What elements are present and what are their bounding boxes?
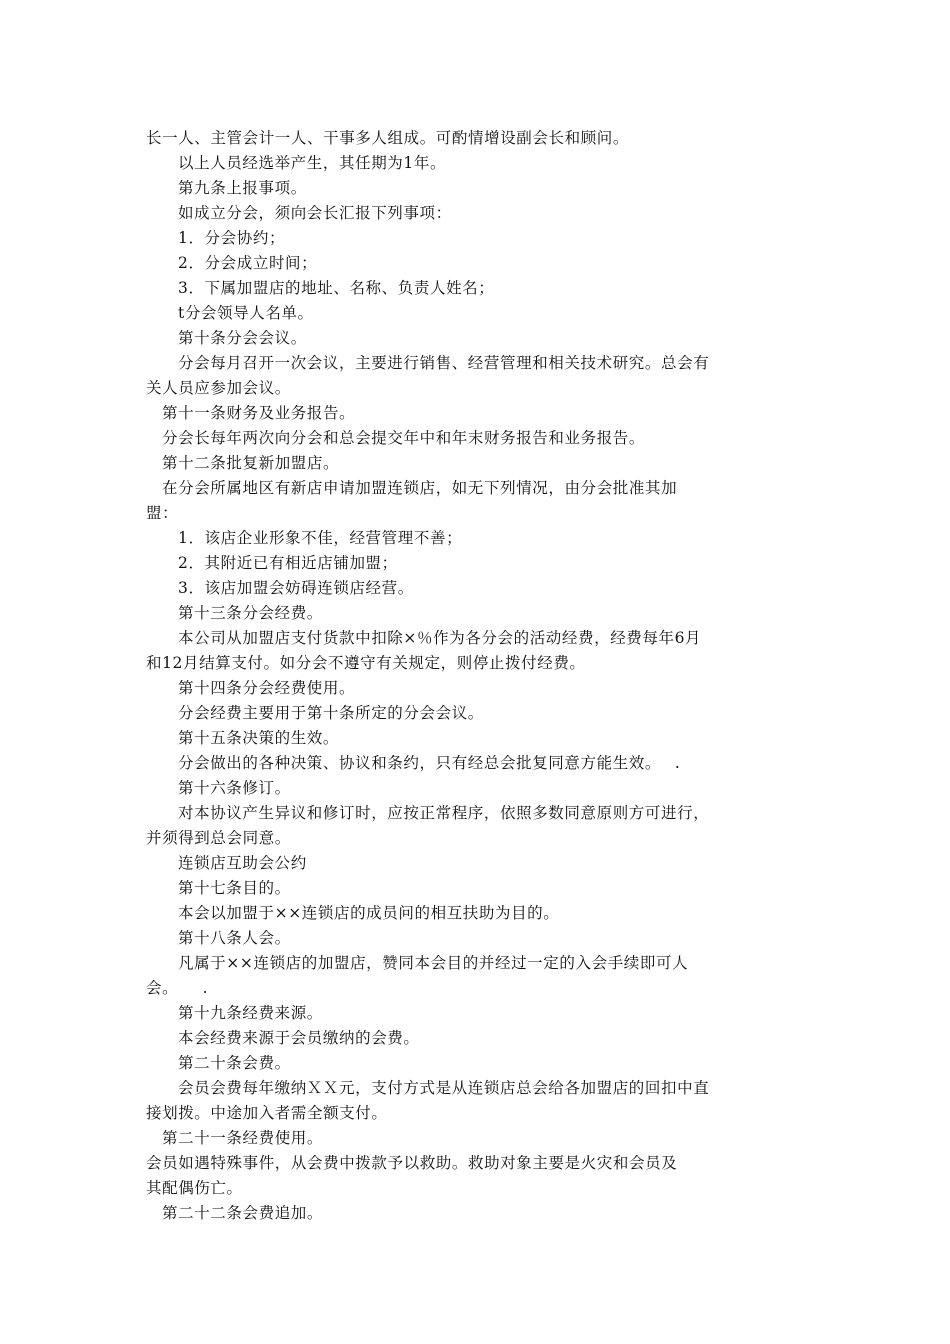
article-heading: 第十八条人会。 xyxy=(178,929,291,947)
article-heading: 第二十一条经费使用。 xyxy=(162,1129,324,1147)
text-line: 本会以加盟于××连锁店的成员问的相互扶助为目的。 xyxy=(178,904,560,922)
text-line: 其配偶伤亡。 xyxy=(146,1179,243,1197)
list-item: t分会领导人名单。 xyxy=(178,304,314,322)
text-line: 如成立分会，须向会长汇报下列事项： xyxy=(178,204,452,222)
text-line: 盟： xyxy=(146,504,179,522)
article-heading: 第十九条经费来源。 xyxy=(178,1004,323,1022)
article-heading: 第九条上报事项。 xyxy=(178,179,307,197)
text-line: 在分会所属地区有新店申请加盟连锁店，如无下列情况，由分会批准其加 xyxy=(162,479,678,497)
article-heading: 第二十二条会费追加。 xyxy=(162,1204,324,1222)
text-line: 会。 . xyxy=(146,979,209,997)
text-line: 本公司从加盟店支付货款中扣除×％作为各分会的活动经费，经费每年6月 xyxy=(178,629,702,647)
text-line: 长一人、主管会计一人、干事多人组成。可酌情增设副会长和顾问。 xyxy=(146,129,630,147)
text-line: 对本协议产生异议和修订时，应按正常程序，依照多数同意原则方可进行， xyxy=(178,804,710,822)
list-item: 2．其附近已有相近店铺加盟； xyxy=(178,554,398,572)
text-line: 并须得到总会同意。 xyxy=(146,829,291,847)
list-item: 1．分会协约； xyxy=(178,229,286,247)
text-line: 本会经费来源于会员缴纳的会费。 xyxy=(178,1029,420,1047)
article-heading: 第十六条修订。 xyxy=(178,779,291,797)
article-heading: 第十四条分会经费使用。 xyxy=(178,679,356,697)
article-heading: 第十二条批复新加盟店。 xyxy=(162,454,340,472)
article-heading: 第十条分会会议。 xyxy=(178,329,307,347)
text-line: 接划拨。中途加入者需全额支付。 xyxy=(146,1104,388,1122)
text-line: 分会经费主要用于第十条所定的分会会议。 xyxy=(178,704,484,722)
list-item: 2．分会成立时间； xyxy=(178,254,318,272)
text-line: 和12月结算支付。如分会不遵守有关规定，则停止拨付经费。 xyxy=(146,654,586,672)
article-heading: 第二十条会费。 xyxy=(178,1054,291,1072)
text-line: 分会做出的各种决策、协议和条约，只有经总会批复同意方能生效。 . xyxy=(178,754,681,772)
list-item: 3．下属加盟店的地址、名称、负责人姓名； xyxy=(178,279,495,297)
list-item: 1．该店企业形象不佳，经营管理不善； xyxy=(178,529,463,547)
article-heading: 第十三条分会经费。 xyxy=(178,604,323,622)
article-heading: 第十五条决策的生效。 xyxy=(178,729,340,747)
text-line: 分会每月召开一次会议，主要进行销售、经营管理和相关技术研究。总会有 xyxy=(178,354,710,372)
text-line: 会员会费每年缴纳ＸＸ元，支付方式是从连锁店总会给各加盟店的回扣中直 xyxy=(178,1079,710,1097)
text-line: 会员如遇特殊事件，从会费中拨款予以救助。救助对象主要是火灾和会员及 xyxy=(146,1154,678,1172)
text-line: 分会长每年两次向分会和总会提交年中和年末财务报告和业务报告。 xyxy=(162,429,646,447)
article-heading: 第十七条目的。 xyxy=(178,879,291,897)
text-line: 以上人员经选举产生，其任期为1年。 xyxy=(178,154,447,172)
article-heading: 第十一条财务及业务报告。 xyxy=(162,404,356,422)
section-title: 连锁店互助会公约 xyxy=(178,854,307,872)
text-line: 关人员应参加会议。 xyxy=(146,379,291,397)
text-line: 凡属于××连锁店的加盟店，赞同本会目的并经过一定的入会手续即可人 xyxy=(178,954,689,972)
list-item: 3．该店加盟会妨碍连锁店经营。 xyxy=(178,579,414,597)
